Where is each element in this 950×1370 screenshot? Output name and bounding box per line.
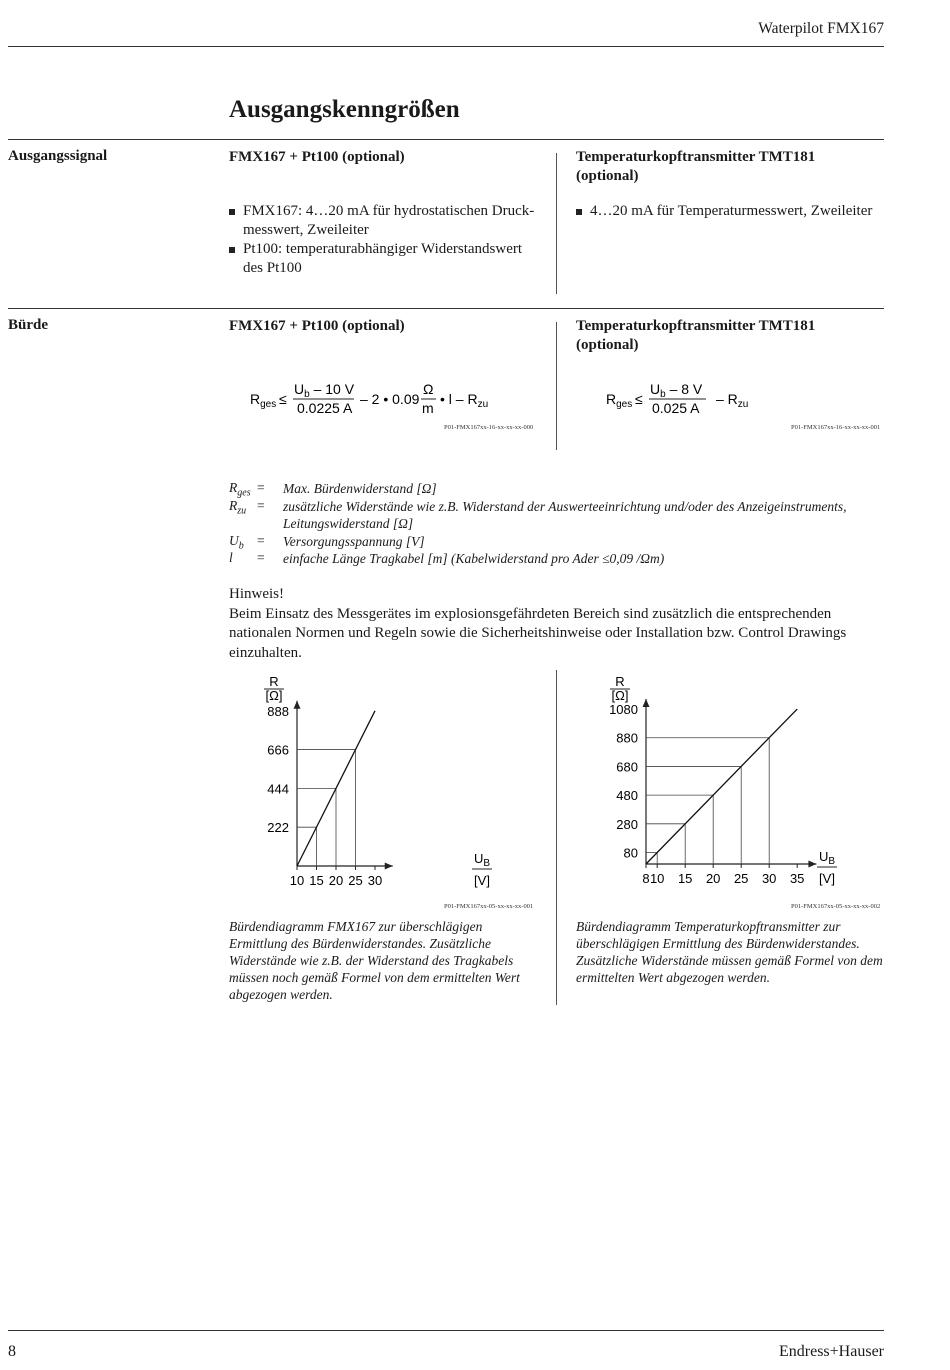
x-axis-label: $U_B$ (818, 849, 836, 867)
right-formula-lhs: $R_{ges}$ (606, 391, 633, 410)
right-formula-tail: – $R_{zu}$ (716, 391, 749, 410)
y-tick-label: 680 (616, 759, 638, 775)
header-rule (8, 46, 884, 47)
page-number: 8 (8, 1343, 16, 1360)
x-tick-label: 30 (367, 873, 383, 888)
legend-symbol: $R_{zu}$ (229, 497, 247, 517)
right-formula-leq: ≤ (635, 391, 643, 407)
x-axis-unit: [V] (474, 873, 490, 888)
legend-description: zusätzliche Widerstände wie z.B. Widerstand der Auswerteeinrichtung und/oder des Anzeigeinstruments, Leitungswiderstand [Ω] (283, 498, 847, 531)
x-axis-label: $U_B$ (473, 851, 491, 869)
load-diagram-fmx167 (229, 668, 549, 915)
legend-symbol: l (229, 550, 233, 565)
y-axis-label: R (269, 674, 279, 689)
legend-description: Max. Bürdenwiderstand [Ω] (283, 481, 437, 496)
fraction2-numerator: Ω (423, 381, 434, 397)
right-bullet-list (576, 202, 886, 221)
left-column-heading: FMX167 + Pt100 (optional) (229, 149, 405, 165)
y-tick-label: 280 (616, 816, 638, 832)
x-tick-label: 15 (677, 871, 693, 886)
formula-tail: • l – $R_{zu}$ (440, 391, 489, 410)
x-axis-unit: [V] (819, 871, 835, 886)
right-fraction-numerator: $U_b - 8$ V (650, 381, 703, 400)
y-tick-label: 480 (616, 788, 638, 804)
fraction1-numerator: $U_b - 10$ V (294, 381, 355, 400)
chart1-caption: Bürdendiagramm FMX167 zur überschlägigen Ermittlung des Bürdenwiderstandes. Zusätzliche Widerstände wie z.B. der Widerstand des Tragkabels müssen noch gemäß Formel von dem ermittelten Wert abgezogen werden. (229, 919, 520, 1002)
note-body: Beim Einsatz des Messgerätes im explosionsgefährdeten Bereich sind zusätzlich die entsprechenden nationalen Normen und Regeln sowie die Sicherheitshinweise oder Installation bzw. Control Drawings einzuhalten. (229, 605, 847, 661)
y-tick-label: 80 (623, 845, 638, 861)
legend-symbol: $R_{ges}$ (229, 480, 251, 499)
fraction1-denominator: 0.0225 A (297, 400, 353, 416)
y-tick-label: 1080 (609, 702, 638, 718)
formula-leq: ≤ (279, 391, 287, 407)
formula-middle: – 2 • 0.09 (360, 391, 420, 407)
y-tick-label: 666 (267, 742, 289, 758)
y-axis-arrow (294, 701, 301, 709)
x-tick-label: 10 (289, 873, 305, 888)
x-tick-label: 25 (348, 873, 363, 888)
x-tick-label: 30 (761, 871, 777, 886)
left-formula (240, 376, 540, 421)
y-axis-unit: [Ω] (265, 688, 283, 703)
y-axis-arrow (643, 699, 650, 707)
x-tick-label: 25 (733, 871, 749, 886)
x-tick-label: 8 (642, 871, 650, 886)
chart1-figure-id: P01-FMX167xx-05-xx-xx-xx-001 (444, 903, 534, 910)
header-title: Waterpilot FMX167 (758, 20, 884, 37)
right-formula (598, 376, 798, 421)
right-heading-line2: (optional) (576, 168, 639, 184)
right-heading-line1: Temperaturkopftransmitter TMT181 (576, 149, 816, 165)
chart2-figure-id: P01-FMX167xx-05-xx-xx-xx-002 (791, 903, 881, 910)
legend-equals: = (257, 497, 265, 513)
x-tick-label: 20 (705, 871, 721, 886)
left-formula-figure-id: P01-FMX167xx-16-xx-xx-xx-000 (444, 424, 534, 431)
chart2-caption: Bürdendiagramm Temperaturkopftransmitter zur überschlägigen Ermittlung des Bürdenwiderstandes. Zusätzliche Widerstände müssen gemäß Formel von dem ermittelten Wert abgezogen werden. (576, 919, 883, 985)
buerde-column-divider (556, 322, 557, 450)
legend-description: einfache Länge Tragkabel [m] (Kabelwiderstand pro Ader ≤0,09 /Ωm) (283, 551, 665, 566)
right-bullet-item: 4…20 mA für Temperaturmesswert, Zweileiter (576, 202, 886, 221)
y-axis-unit: [Ω] (611, 688, 629, 703)
x-tick-label: 35 (789, 871, 805, 886)
footer-rule (8, 1330, 884, 1331)
y-tick-label: 888 (267, 703, 289, 719)
fraction2-denominator: m (422, 400, 434, 416)
legend-symbol: $U_b$ (229, 532, 244, 552)
column-divider (556, 153, 557, 294)
y-tick-label: 880 (616, 730, 638, 746)
formula-lhs: $R_{ges}$ (250, 391, 277, 410)
footer-brand: Endress+Hauser (779, 1343, 884, 1360)
y-tick-label: 222 (267, 820, 289, 836)
section-rule-buerde (8, 308, 884, 309)
section-label-buerde: Bürde (8, 317, 49, 333)
y-axis-label: R (615, 674, 625, 689)
x-axis-arrow (808, 861, 816, 868)
right-formula-figure-id: P01-FMX167xx-16-xx-xx-xx-001 (791, 424, 881, 431)
legend-equals: = (257, 532, 265, 548)
buerde-left-heading: FMX167 + Pt100 (optional) (229, 318, 405, 334)
x-axis-arrow (385, 863, 393, 870)
note-block (229, 585, 889, 663)
x-tick-label: 15 (309, 873, 324, 888)
left-bullet-item: FMX167: 4…20 mA für hydrostatischen Druck- messwert, Zweileiter (229, 202, 539, 240)
chart-divider (556, 670, 557, 1005)
y-tick-label: 444 (267, 781, 289, 797)
buerde-right-heading-line1: Temperaturkopftransmitter TMT181 (576, 318, 816, 334)
legend-description: Versorgungsspannung [V] (283, 533, 425, 549)
load-diagram-tmt181 (576, 668, 896, 915)
x-tick-label: 10 (649, 871, 665, 886)
legend-equals: = (257, 480, 265, 495)
right-fraction-denominator: 0.025 A (652, 400, 700, 416)
right-column-heading (576, 148, 886, 186)
series-line (646, 709, 797, 864)
left-bullet-list (229, 202, 539, 278)
buerde-right-heading-line2: (optional) (576, 337, 639, 353)
page-title: Ausgangskenngrößen (229, 96, 460, 123)
section-rule-ausgangssignal (8, 139, 884, 140)
legend-equals: = (257, 550, 265, 565)
buerde-right-heading (576, 317, 886, 355)
x-tick-label: 20 (328, 873, 344, 888)
left-bullet-item: Pt100: temperaturabhängiger Widerstandswert des Pt100 (229, 240, 539, 278)
note-heading: Hinweis! (229, 586, 284, 602)
section-label-ausgangssignal: Ausgangssignal (8, 148, 108, 164)
